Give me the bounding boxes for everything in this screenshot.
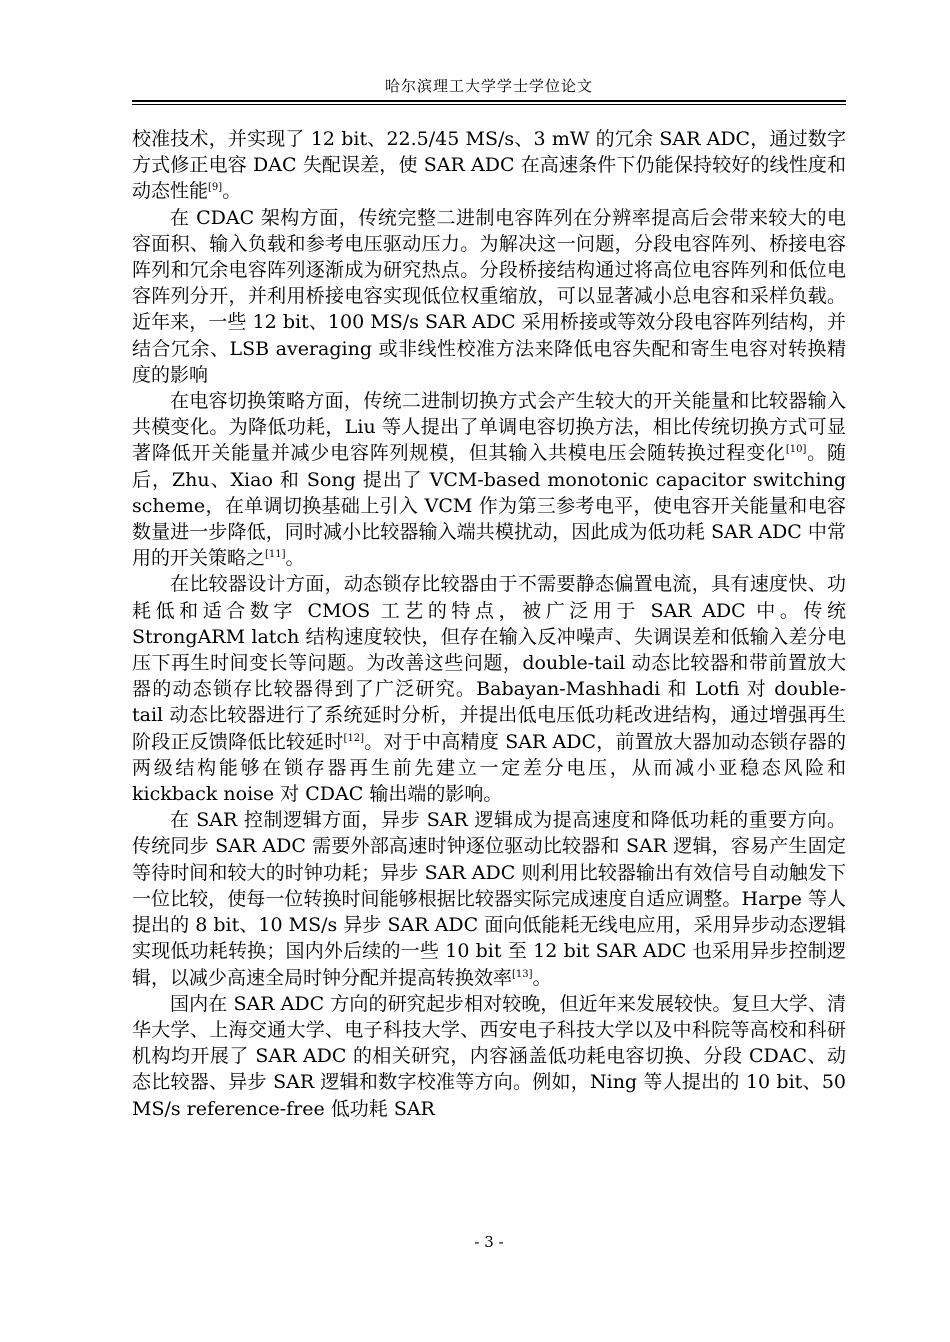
paragraph	[132, 388, 846, 571]
citation-ref: [10]	[785, 444, 807, 456]
paragraph-text: 。随后，Zhu、Xiao 和 Song 提出了 VCM-based monotonic capacitor switching scheme，在单调切换基础上引入 VCM 作为第三参考电平，使电容开关能量和电容数量进一步降低，同时减小比较器输入端共模扰动，因此成为低功耗 SAR ADC 中常用的开关策略之	[132, 442, 846, 570]
paragraph-text: 。	[222, 180, 242, 203]
paragraph-text: 国内在 SAR ADC 方向的研究起步相对较晚，但近年来发展较快。复旦大学、清华大学、上海交通大学、电子科技大学、西安电子科技大学以及中科院等高校和科研机构均开展了 SAR ADC 的相关研究，内容涵盖低功耗电容切换、分段 CDAC、动态比较器、异步 SAR 逻辑和数字校准等方向。例如，Ning 等人提出的 10 bit、50 MS/s reference-free 低功耗 SAR	[132, 992, 846, 1120]
paragraph-text: 。	[285, 547, 305, 570]
citation-ref: [13]	[512, 968, 533, 980]
paragraph-text: 校准技术，并实现了 12 bit、22.5/45 MS/s、3 mW 的冗余 SAR ADC，通过数字方式修正电容 DAC 失配误差，使 SAR ADC 在高速条件下仍能保持较好的线性度和动态性能	[132, 128, 846, 203]
header-rule-thick	[132, 100, 846, 102]
paragraph-text: 在电容切换策略方面，传统二进制切换方式会产生较大的开关能量和比较器输入共模变化。为降低功耗，Liu 等人提出了单调电容切换方法，相比传统切换方式可显著降低开关能量并减少电容阵列规模，但其输入共模电压会随转换过程变化	[132, 390, 846, 465]
header-rule-thin	[132, 104, 846, 105]
paragraph	[132, 807, 846, 990]
body-text	[132, 126, 846, 1122]
paragraph-text: 在比较器设计方面，动态锁存比较器由于不需要静态偏置电流，具有速度快、功耗低和适合数字 CMOS 工艺的特点，被广泛用于 SAR ADC 中。传统 StrongARM latch 结构速度较快，但存在输入反冲噪声、失调误差和低输入差分电压下再生时间变长等问题。为改善这些问题，double-tail 动态比较器和带前置放大器的动态锁存比较器得到了广泛研究。Babayan-Mashhadi 和 Lotfi 对 double-tail 动态比较器进行了系统延时分析，并提出低电压低功耗改进结构，通过增强再生阶段正反馈降低比较延时	[132, 573, 846, 753]
paragraph-text: 在 CDAC 架构方面，传统完整二进制电容阵列在分辨率提高后会带来较大的电容面积、输入负载和参考电压驱动压力。为解决这一问题，分段电容阵列、桥接电容阵列和冗余电容阵列逐渐成为研究热点。分段桥接结构通过将高位电容阵列和低位电容阵列分开，并利用桥接电容实现低位权重缩放，可以显著减小总电容和采样负载。近年来，一些 12 bit、100 MS/s SAR ADC 采用桥接或等效分段电容阵列结构，并结合冗余、LSB averaging 或非线性校准方法来降低电容失配和寄生电容对转换精度的影响	[132, 206, 846, 386]
paragraph	[132, 991, 846, 1122]
paragraph	[132, 571, 846, 807]
citation-ref: [9]	[208, 182, 223, 194]
paragraph-text: 。对于中高精度 SAR ADC，前置放大器加动态锁存器的两级结构能够在锁存器再生前先建立一定差分电压，从而减小亚稳态风险和 kickback noise 对 CDAC 输出端的影响。	[132, 730, 846, 806]
paragraph-text: 在 SAR 控制逻辑方面，异步 SAR 逻辑成为提高速度和降低功耗的重要方向。传统同步 SAR ADC 需要外部高速时钟逐位驱动比较器和 SAR 逻辑，容易产生固定等待时间和较大的时钟功耗；异步 SAR ADC 则利用比较器输出有效信号自动触发下一位比较，使每一位转换时间能够根据比较器实际完成速度自适应调整。Harpe 等人提出的 8 bit、10 MS/s 异步 SAR ADC 面向低能耗无线电应用，采用异步动态逻辑实现低功耗转换；国内外后续的一些 10 bit 至 12 bit SAR ADC 也采用异步控制逻辑，以减少高速全局时钟分配并提高转换效率	[132, 809, 846, 989]
page-number: - 3 -	[474, 1233, 504, 1251]
citation-ref: [12]	[343, 732, 365, 744]
paragraph	[132, 126, 846, 205]
paragraph-text: 。	[532, 966, 552, 989]
page-header: 哈尔滨理工大学学士学位论文	[384, 77, 593, 95]
citation-ref: [11]	[265, 549, 286, 561]
paragraph	[132, 205, 846, 388]
